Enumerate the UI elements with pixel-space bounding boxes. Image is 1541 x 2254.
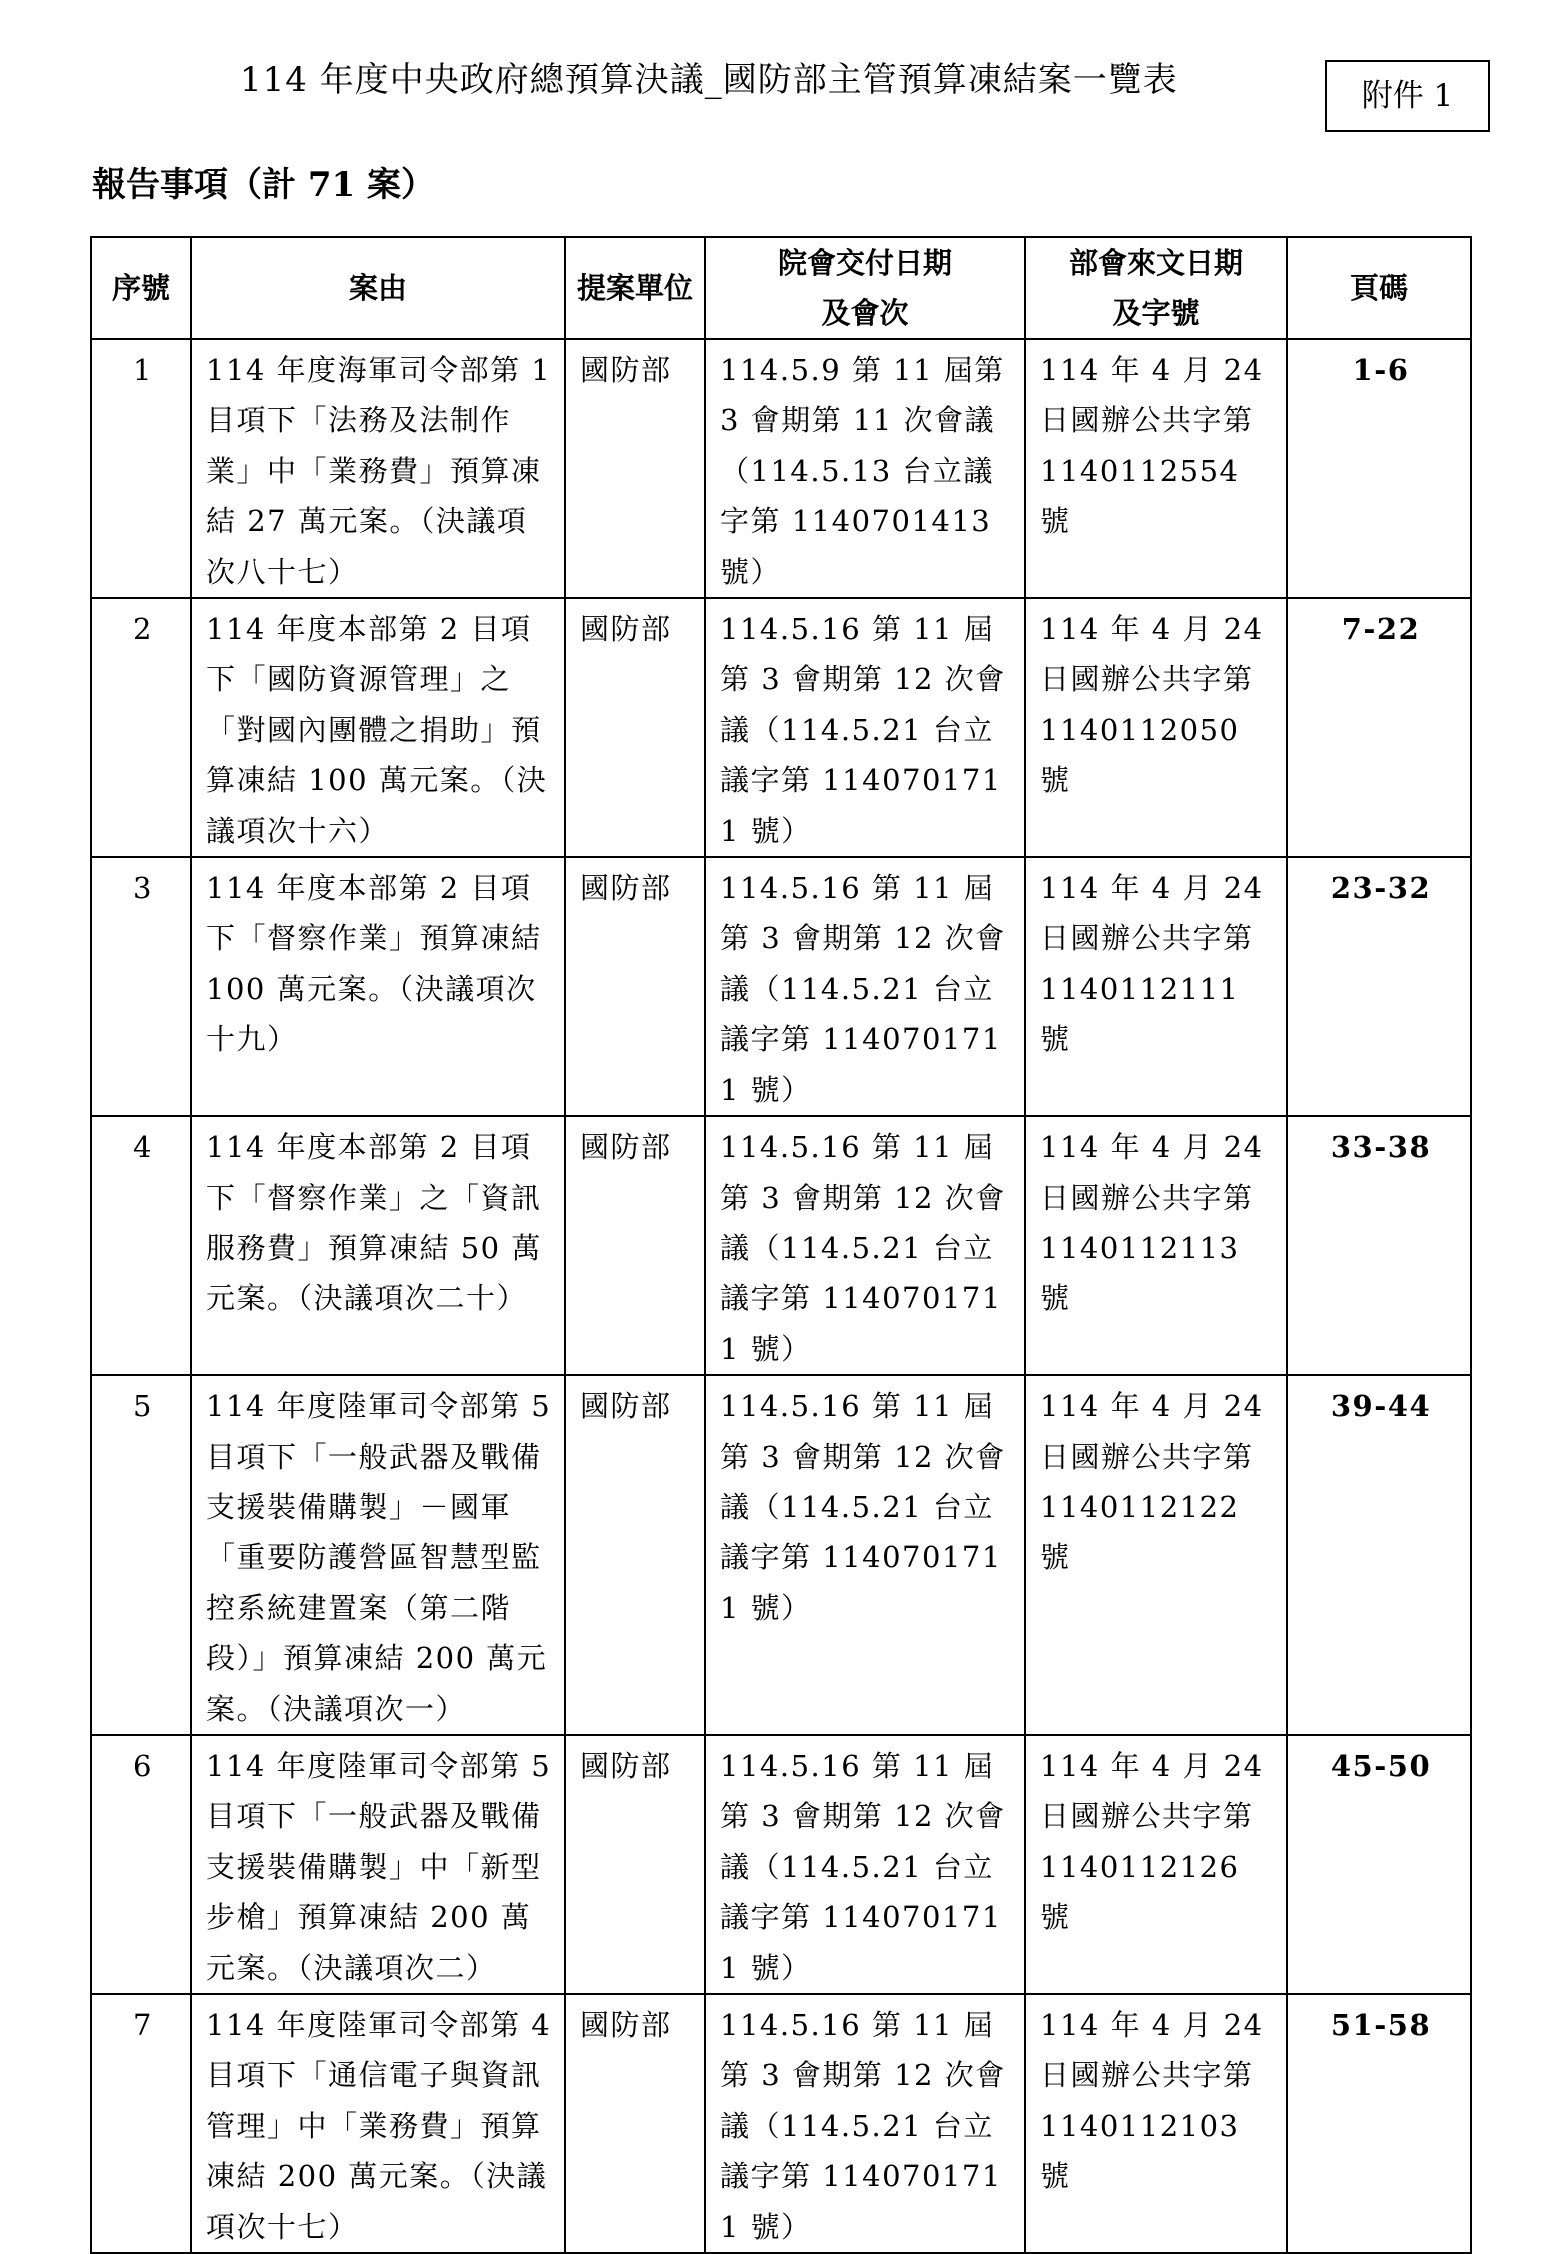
cell-meeting: 114.5.16 第 11 屆第 3 會期第 12 次會議（114.5.21 台立議字第 1140701711 號） — [705, 1375, 1025, 1735]
cell-unit: 國防部 — [565, 598, 705, 857]
table-row — [91, 857, 1471, 1116]
cell-letter: 114 年 4 月 24 日國辦公共字第 1140112113 號 — [1025, 1116, 1287, 1375]
cell-unit: 國防部 — [565, 1375, 705, 1735]
table-row — [91, 1375, 1471, 1735]
cell-letter: 114 年 4 月 24 日國辦公共字第 1140112103 號 — [1025, 1994, 1287, 2253]
cell-meeting: 114.5.9 第 11 屆第 3 會期第 11 次會議（114.5.13 台立議字第 1140701413 號） — [705, 339, 1025, 598]
cell-page: 51-58 — [1287, 1994, 1471, 2253]
table-row — [91, 1116, 1471, 1375]
section-title: 報告事項（計 71 案） — [92, 165, 435, 205]
column-header-page: 頁碼 — [1287, 237, 1471, 339]
cell-reason: 114 年度海軍司令部第 1 目項下「法務及法制作業」中「業務費」預算凍結 27 萬元案。（決議項次八十七） — [191, 339, 565, 598]
column-header-letter — [1025, 237, 1287, 339]
cell-no: 6 — [91, 1735, 191, 1994]
freeze-case-table — [90, 236, 1472, 2254]
cell-unit: 國防部 — [565, 339, 705, 598]
cell-no: 1 — [91, 339, 191, 598]
cell-unit: 國防部 — [565, 1735, 705, 1994]
cell-no: 5 — [91, 1375, 191, 1735]
cell-unit: 國防部 — [565, 1994, 705, 2253]
column-header-meeting — [705, 237, 1025, 339]
table-row — [91, 1735, 1471, 1994]
column-header-meeting-line2: 及會次 — [821, 296, 909, 330]
column-header-letter-line1: 部會來文日期 — [1068, 246, 1243, 280]
cell-no: 3 — [91, 857, 191, 1116]
cell-letter: 114 年 4 月 24 日國辦公共字第 1140112554 號 — [1025, 339, 1287, 598]
attachment-label: 附件 1 — [1325, 60, 1490, 132]
cell-unit: 國防部 — [565, 1116, 705, 1375]
table-row — [91, 339, 1471, 598]
cell-letter: 114 年 4 月 24 日國辦公共字第 1140112122 號 — [1025, 1375, 1287, 1735]
table-header-row — [91, 237, 1471, 339]
cell-no: 4 — [91, 1116, 191, 1375]
cell-meeting: 114.5.16 第 11 屆第 3 會期第 12 次會議（114.5.21 台立議字第 1140701711 號） — [705, 1116, 1025, 1375]
cell-reason: 114 年度本部第 2 目項下「督察作業」預算凍結 100 萬元案。（決議項次十九） — [191, 857, 565, 1116]
cell-meeting: 114.5.16 第 11 屆第 3 會期第 12 次會議（114.5.21 台立議字第 1140701711 號） — [705, 857, 1025, 1116]
column-header-reason: 案由 — [191, 237, 565, 339]
cell-meeting: 114.5.16 第 11 屆第 3 會期第 12 次會議（114.5.21 台立議字第 1140701711 號） — [705, 1735, 1025, 1994]
cell-reason: 114 年度陸軍司令部第 5 目項下「一般武器及戰備支援裝備購製」中「新型步槍」預算凍結 200 萬元案。（決議項次二） — [191, 1735, 565, 1994]
cell-no: 7 — [91, 1994, 191, 2253]
cell-reason: 114 年度陸軍司令部第 4 目項下「通信電子與資訊管理」中「業務費」預算凍結 200 萬元案。（決議項次十七） — [191, 1994, 565, 2253]
cell-page: 33-38 — [1287, 1116, 1471, 1375]
column-header-unit: 提案單位 — [565, 237, 705, 339]
column-header-no: 序號 — [91, 237, 191, 339]
cell-letter: 114 年 4 月 24 日國辦公共字第 1140112050 號 — [1025, 598, 1287, 857]
cell-meeting: 114.5.16 第 11 屆第 3 會期第 12 次會議（114.5.21 台立議字第 1140701711 號） — [705, 598, 1025, 857]
cell-reason: 114 年度本部第 2 目項下「督察作業」之「資訊服務費」預算凍結 50 萬元案。（決議項次二十） — [191, 1116, 565, 1375]
column-header-letter-line2: 及字號 — [1112, 296, 1200, 330]
cell-reason: 114 年度本部第 2 目項下「國防資源管理」之「對國內團體之捐助」預算凍結 100 萬元案。（決議項次十六） — [191, 598, 565, 857]
cell-letter: 114 年 4 月 24 日國辦公共字第 1140112111 號 — [1025, 857, 1287, 1116]
cell-unit: 國防部 — [565, 857, 705, 1116]
cell-page: 1-6 — [1287, 339, 1471, 598]
document-title: 114 年度中央政府總預算決議_國防部主管預算凍結案一覽表 — [240, 60, 1178, 100]
cell-page: 23-32 — [1287, 857, 1471, 1116]
cell-letter: 114 年 4 月 24 日國辦公共字第 1140112126 號 — [1025, 1735, 1287, 1994]
column-header-meeting-line1: 院會交付日期 — [777, 246, 952, 280]
table-row — [91, 598, 1471, 857]
table-row — [91, 1994, 1471, 2253]
cell-page: 45-50 — [1287, 1735, 1471, 1994]
cell-page: 39-44 — [1287, 1375, 1471, 1735]
cell-no: 2 — [91, 598, 191, 857]
cell-reason: 114 年度陸軍司令部第 5 目項下「一般武器及戰備支援裝備購製」－國軍「重要防護營區智慧型監控系統建置案（第二階段）」預算凍結 200 萬元案。（決議項次一） — [191, 1375, 565, 1735]
cell-page: 7-22 — [1287, 598, 1471, 857]
cell-meeting: 114.5.16 第 11 屆第 3 會期第 12 次會議（114.5.21 台立議字第 1140701711 號） — [705, 1994, 1025, 2253]
